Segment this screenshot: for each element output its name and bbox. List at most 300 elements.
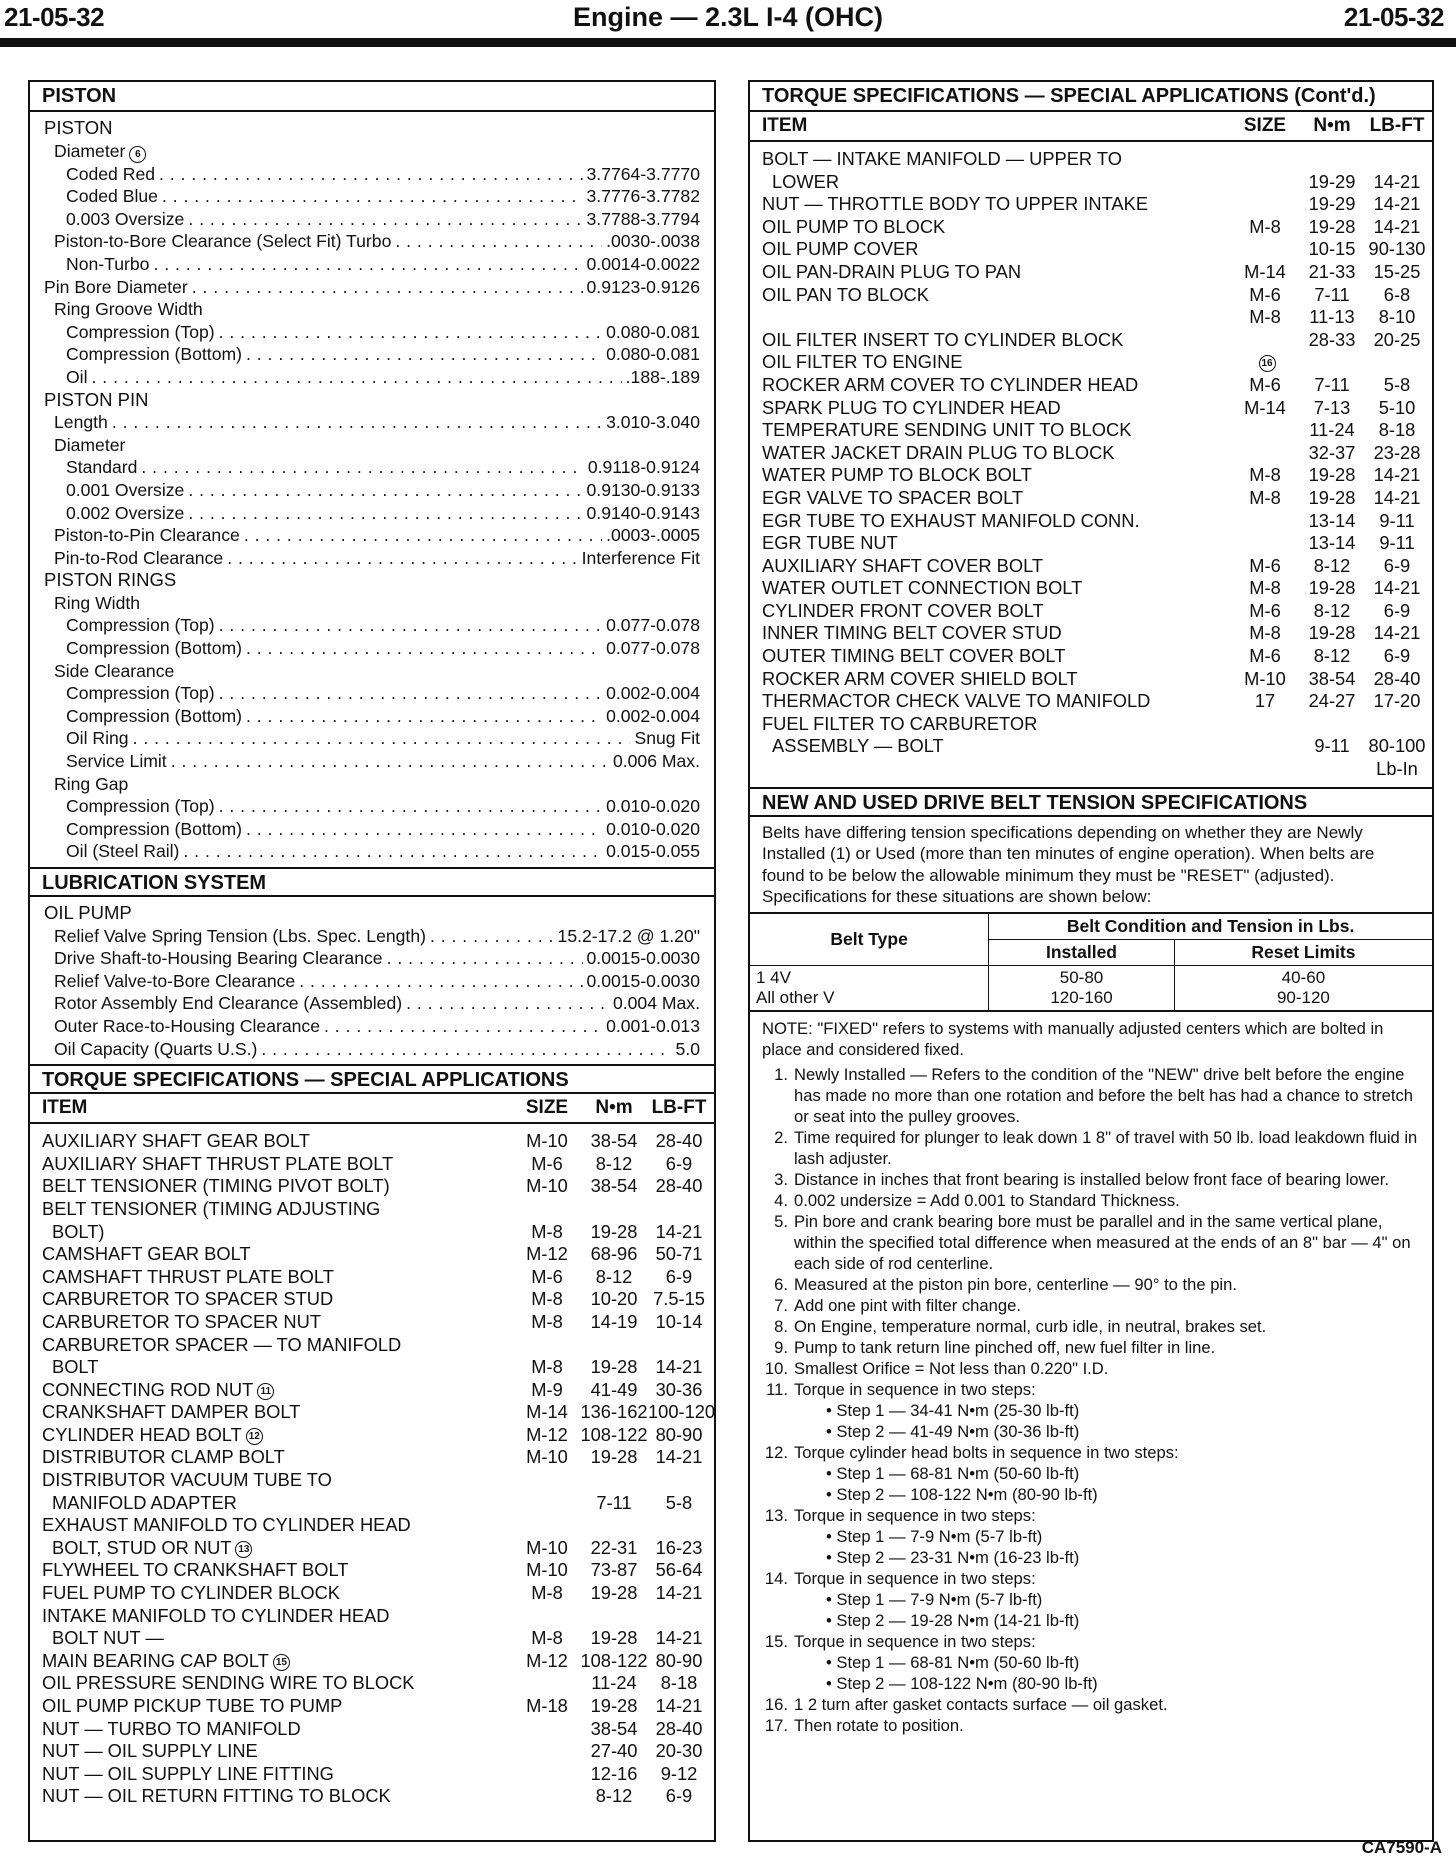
torque-item <box>762 645 1232 668</box>
dot-leader <box>171 750 609 773</box>
torque-lbft: 14-21 <box>655 1582 703 1604</box>
dot-leader <box>395 230 602 253</box>
note-item <box>762 1379 1422 1442</box>
table-row <box>30 1627 714 1650</box>
torque-size <box>1232 713 1298 736</box>
torque-lbft: 14-21 <box>1373 577 1421 599</box>
torque-item-text: BOLT) <box>52 1220 105 1242</box>
torque-lbft: 6-9 <box>665 1152 693 1174</box>
torque-item-text: NUT — OIL SUPPLY LINE <box>42 1740 258 1762</box>
spec-label: 0.002 Oversize <box>66 502 185 523</box>
dot-leader <box>430 925 554 948</box>
torque-item <box>762 555 1232 578</box>
page-title: Engine — 2.3L I-4 (OHC) <box>572 2 884 32</box>
spec-row <box>30 795 714 818</box>
torque-nm: 8-12 <box>595 1265 633 1287</box>
table-row <box>750 148 1432 171</box>
spec-label: Oil <box>66 366 88 387</box>
note-body <box>794 1316 1422 1337</box>
torque-nm <box>1298 758 1366 781</box>
torque-size: M-8 <box>1249 464 1281 486</box>
torque-item-text: WATER JACKET DRAIN PLUG TO BLOCK <box>762 441 1115 463</box>
note-text: Torque in sequence in two steps: <box>794 1632 1036 1651</box>
spec-row <box>30 343 714 366</box>
note-text: Torque in sequence in two steps: <box>794 1380 1036 1399</box>
spec-row <box>30 524 714 547</box>
figure-code: CA7590-A <box>1361 1838 1442 1857</box>
spec-label: OIL PUMP <box>44 902 132 923</box>
torque-item-text: CAMSHAFT THRUST PLATE BOLT <box>42 1265 334 1287</box>
belt-type: All other V <box>756 988 835 1007</box>
dot-leader <box>244 524 602 547</box>
spec-label: Compression (Bottom) <box>66 638 242 659</box>
col-item: ITEM <box>42 1097 88 1119</box>
torque-lbft: 14-21 <box>1373 170 1421 192</box>
note-item <box>762 1358 1422 1379</box>
torque-item-text: OIL PUMP PICKUP TUBE TO PUMP <box>42 1695 343 1716</box>
torque-nm <box>580 1198 648 1221</box>
torque-lbft: Lb-In <box>1376 758 1418 780</box>
table-row <box>750 284 1432 307</box>
torque-item <box>42 1266 514 1289</box>
belt-reset: 90-120 <box>1276 988 1330 1007</box>
torque-size <box>514 1672 580 1695</box>
dot-leader <box>112 411 602 434</box>
note-text: Torque in sequence in two steps: <box>794 1569 1036 1588</box>
spec-label: Pin-to-Rod Clearance <box>54 547 224 568</box>
torque-item <box>762 306 1232 329</box>
torque-size: M-10 <box>1244 667 1286 689</box>
spec-label: PISTON RINGS <box>44 569 177 591</box>
torque-lbft: 14-21 <box>1373 622 1421 644</box>
table-row <box>30 1288 714 1311</box>
dot-leader <box>324 1015 602 1038</box>
note-number: 3. <box>774 1170 788 1189</box>
torque-lbft: 16-23 <box>655 1536 703 1558</box>
torque-size: M-8 <box>1249 486 1281 508</box>
page-header <box>0 0 1456 46</box>
spec-value: 15.2-17.2 @ 1.20" <box>557 925 700 946</box>
note-text: On Engine, temperature normal, curb idle, in neutral, brakes set. <box>794 1317 1267 1336</box>
dot-leader <box>133 727 631 750</box>
torque-item <box>42 1130 514 1153</box>
spec-row <box>30 547 714 570</box>
torque-item <box>762 329 1232 352</box>
dot-leader <box>387 947 583 970</box>
torque-lbft <box>1366 148 1428 171</box>
table-row <box>30 1198 714 1221</box>
torque-nm: 11-24 <box>591 1672 637 1694</box>
torque-size: M-14 <box>1244 396 1286 418</box>
dot-leader <box>227 547 577 570</box>
torque-size: M-6 <box>531 1152 563 1174</box>
torque-size: M-10 <box>526 1130 568 1152</box>
torque-lbft: 9-11 <box>1379 509 1415 531</box>
table-row <box>750 442 1432 465</box>
table-row <box>750 690 1432 713</box>
torque-lbft <box>648 1469 710 1492</box>
spec-row <box>30 434 714 457</box>
table-row <box>750 510 1432 533</box>
table-row <box>30 1311 714 1334</box>
torque-nm: 8-12 <box>1313 645 1351 667</box>
torque-item <box>42 1559 514 1582</box>
torque-size: 17 <box>1254 690 1276 712</box>
page-number-left: 21-05-32 <box>4 2 105 32</box>
spec-value: .0003-.0005 <box>606 525 700 546</box>
torque-size: M-8 <box>1249 577 1281 599</box>
note-step: • Step 2 — 23-31 N•m (16-23 lb-ft) <box>826 1548 1080 1567</box>
torque-nm <box>580 1334 648 1357</box>
table-row <box>30 1356 714 1379</box>
torque-lbft: 20-25 <box>1373 328 1421 350</box>
torque-nm: 14-19 <box>590 1310 638 1332</box>
torque-size: M-8 <box>1249 306 1281 328</box>
note-text: 1 2 turn after gasket contacts surface — oil gasket. <box>794 1695 1168 1714</box>
torque-nm: 8-12 <box>595 1152 633 1174</box>
note-number: 11. <box>766 1380 788 1399</box>
spec-value: 3.7776-3.7782 <box>586 186 700 207</box>
note-number: 10. <box>764 1359 788 1378</box>
spec-row <box>30 253 714 276</box>
table-row <box>750 600 1432 623</box>
table-row <box>30 1221 714 1244</box>
table-row <box>30 1537 714 1560</box>
spec-row <box>30 140 714 163</box>
torque-size <box>514 1718 580 1741</box>
torque-item-text: DISTRIBUTOR CLAMP BOLT <box>42 1446 285 1468</box>
note-body <box>794 1505 1422 1568</box>
note-text: Pump to tank return line pinched off, new fuel filter in line. <box>794 1338 1216 1357</box>
footnote-marker: 6 <box>129 146 146 163</box>
torque-item <box>42 1311 514 1334</box>
dot-leader <box>162 185 583 208</box>
torque-nm: 19-28 <box>1308 577 1356 599</box>
torque-item-text: ROCKER ARM COVER TO CYLINDER HEAD <box>762 373 1139 395</box>
table-row <box>30 1334 714 1357</box>
torque-item-text: BELT TENSIONER (TIMING ADJUSTING <box>42 1197 381 1219</box>
torque-nm: 10-15 <box>1308 238 1356 260</box>
torque-item <box>762 600 1232 623</box>
torque-item-text: CONNECTING ROD NUT <box>42 1378 254 1400</box>
torque-right-header <box>750 112 1432 142</box>
torque-lbft: 17-20 <box>1373 690 1421 712</box>
torque-lbft: 14-21 <box>655 1446 703 1468</box>
torque-size: M-8 <box>1249 215 1281 237</box>
note-text: 0.002 undersize = Add 0.001 to Standard Thickness. <box>794 1191 1180 1210</box>
spec-row <box>30 947 714 970</box>
torque-size: M-8 <box>531 1310 563 1332</box>
spec-row <box>30 389 714 412</box>
torque-lbft: 6-8 <box>1383 283 1411 305</box>
note-body <box>794 1379 1422 1442</box>
table-row <box>750 555 1432 578</box>
spec-row <box>30 456 714 479</box>
note-item <box>762 1274 1422 1295</box>
torque-lbft: 23-28 <box>1373 441 1421 463</box>
table-row <box>750 645 1432 668</box>
spec-label: Ring Groove Width <box>54 299 203 320</box>
torque-size: M-10 <box>526 1175 568 1197</box>
torque-right-table <box>750 142 1432 787</box>
torque-item-text: CRANKSHAFT DAMPER BOLT <box>42 1401 301 1423</box>
table-row <box>750 622 1432 645</box>
spec-value: 0.001-0.013 <box>606 1015 700 1036</box>
spec-row <box>30 637 714 660</box>
dot-leader <box>141 456 583 479</box>
torque-lbft: 8-18 <box>1378 419 1416 441</box>
torque-lbft: 5-8 <box>1383 373 1411 395</box>
spec-label: PISTON PIN <box>44 388 149 410</box>
spec-row <box>30 925 714 948</box>
torque-lbft: 50-71 <box>655 1243 703 1265</box>
note-item <box>762 1127 1422 1169</box>
torque-nm: 22-31 <box>590 1536 638 1558</box>
torque-size <box>514 1492 580 1515</box>
torque-item <box>42 1627 514 1650</box>
table-row <box>30 1266 714 1289</box>
torque-item <box>762 216 1232 239</box>
torque-item-text: EGR TUBE NUT <box>762 532 898 554</box>
spec-label: Ring Gap <box>54 773 129 794</box>
footnote-marker: 12 <box>246 1428 263 1445</box>
dot-leader <box>92 366 622 389</box>
belt-installed: 50-80 <box>1059 968 1104 987</box>
torque-item-text: AUXILIARY SHAFT COVER BOLT <box>762 554 1044 576</box>
table-row <box>30 1446 714 1469</box>
header-rule <box>0 38 1456 47</box>
piston-section-title: PISTON <box>30 82 714 112</box>
torque-lbft: 6-9 <box>1383 645 1411 667</box>
spec-label: Compression (Bottom) <box>66 705 242 726</box>
torque-item-text: TEMPERATURE SENDING UNIT TO BLOCK <box>762 419 1132 441</box>
note-number: 15. <box>764 1632 788 1651</box>
torque-size: M-6 <box>1249 645 1281 667</box>
notes-lead: NOTE: "FIXED" refers to systems with manually adjusted centers which are bolted in place and considered fixed. <box>762 1019 1384 1059</box>
spec-label: Service Limit <box>66 751 167 772</box>
torque-size: M-12 <box>526 1649 568 1671</box>
torque-item <box>762 442 1232 465</box>
torque-lbft: 56-64 <box>655 1559 703 1581</box>
torque-item <box>762 464 1232 487</box>
spec-value: 0.077-0.078 <box>606 638 700 659</box>
table-row <box>30 1672 714 1695</box>
torque-lbft: 14-21 <box>655 1220 703 1242</box>
note-number: 16. <box>764 1695 788 1714</box>
torque-left-header <box>30 1094 714 1124</box>
torque-item-text: EGR VALVE TO SPACER BOLT <box>762 486 1024 508</box>
belt-installed: 120-160 <box>1050 988 1113 1007</box>
spec-row <box>30 818 714 841</box>
torque-item <box>42 1672 514 1695</box>
torque-lbft: 10-14 <box>655 1310 703 1332</box>
spec-value: .0030-.0038 <box>606 231 700 252</box>
torque-item-text: CYLINDER HEAD BOLT <box>42 1423 242 1445</box>
torque-item <box>762 397 1232 420</box>
notes-list <box>762 1064 1422 1736</box>
dot-leader <box>188 208 582 231</box>
torque-item-text: AUXILIARY SHAFT THRUST PLATE BOLT <box>42 1152 394 1174</box>
torque-item-text: SPARK PLUG TO CYLINDER HEAD <box>762 396 1061 418</box>
note-body <box>794 1358 1422 1379</box>
note-step: • Step 1 — 7-9 N•m (5-7 lb-ft) <box>826 1527 1043 1546</box>
torque-size <box>1232 193 1298 216</box>
table-row <box>750 238 1432 261</box>
spec-row <box>30 569 714 592</box>
torque-lbft: 9-11 <box>1379 532 1415 554</box>
torque-size: M-10 <box>526 1559 568 1581</box>
torque-nm: 32-37 <box>1308 441 1356 463</box>
note-text: Pin bore and crank bearing bore must be parallel and in the same vertical plane, within the specified total difference when measured at the ends of an 8" bar — 4" on each side of rod centerline. <box>794 1212 1411 1273</box>
dot-leader <box>246 705 602 728</box>
torque-lbft: 9-12 <box>660 1762 698 1784</box>
spec-value: 0.9140-0.9143 <box>586 502 700 523</box>
col-lbft: LB-FT <box>651 1097 707 1119</box>
note-text: Newly Installed — Refers to the condition of the "NEW" drive belt before the engine has made no more than one rotation and before the belt has had a chance to stretch or seat into the pulley grooves. <box>794 1065 1413 1126</box>
page-number-right: 21-05-32 <box>1343 2 1444 32</box>
spec-label: Length <box>54 412 108 433</box>
spec-label: Compression (Bottom) <box>66 344 242 365</box>
spec-label: 0.003 Oversize <box>66 208 185 229</box>
spec-label: Oil Capacity (Quarts U.S.) <box>54 1038 258 1059</box>
table-row <box>750 758 1432 781</box>
torque-nm: 7-11 <box>596 1491 632 1513</box>
torque-lbft <box>1366 351 1428 374</box>
spec-row <box>30 705 714 728</box>
torque-item-text: OIL FILTER TO ENGINE <box>762 351 963 373</box>
torque-lbft: 14-21 <box>655 1695 703 1716</box>
table-row <box>30 1175 714 1198</box>
spec-row <box>30 773 714 796</box>
note-body <box>794 1694 1422 1715</box>
table-row <box>750 464 1432 487</box>
spec-label: Ring Width <box>54 592 141 613</box>
note-item <box>762 1190 1422 1211</box>
torque-nm: 19-28 <box>1308 486 1356 508</box>
belt-reset: 40-60 <box>1281 968 1326 987</box>
torque-item <box>762 148 1232 171</box>
torque-item <box>42 1198 514 1221</box>
spec-row <box>30 1015 714 1038</box>
belt-tension-table <box>750 914 1432 1010</box>
torque-lbft: 14-21 <box>1373 486 1421 508</box>
col-lbft: LB-FT <box>1369 115 1425 136</box>
torque-size <box>514 1514 580 1537</box>
torque-size <box>1232 758 1298 781</box>
torque-item <box>762 668 1232 691</box>
spec-value: 0.010-0.020 <box>606 796 700 817</box>
footnote-marker: 11 <box>257 1383 274 1400</box>
table-row <box>30 1763 714 1786</box>
torque-nm: 7-13 <box>1313 396 1351 418</box>
spec-row <box>30 614 714 637</box>
note-number: 14. <box>764 1569 788 1588</box>
table-row <box>30 1605 714 1628</box>
spec-value: 0.9130-0.9133 <box>586 479 700 500</box>
note-text: Smallest Orifice = Not less than 0.220" I.D. <box>794 1359 1109 1378</box>
dot-leader <box>219 614 602 637</box>
torque-item <box>42 1288 514 1311</box>
torque-size <box>1232 510 1298 533</box>
belt-section-title: NEW AND USED DRIVE BELT TENSION SPECIFICATIONS <box>750 787 1432 817</box>
torque-item <box>42 1379 514 1402</box>
torque-nm: 28-33 <box>1308 328 1356 350</box>
dot-leader <box>219 321 602 344</box>
spec-value: Snug Fit <box>634 728 700 749</box>
note-item <box>762 1064 1422 1127</box>
dot-leader <box>299 970 582 993</box>
torque-item-text: NUT — TURBO TO MANIFOLD <box>42 1717 301 1739</box>
torque-item <box>762 238 1232 261</box>
spec-label: Relief Valve-to-Bore Clearance <box>54 970 296 991</box>
note-body <box>794 1631 1422 1694</box>
torque-nm: 19-28 <box>590 1446 638 1468</box>
torque-right-title: TORQUE SPECIFICATIONS — SPECIAL APPLICATIONS (Cont'd.) <box>750 82 1432 112</box>
torque-item <box>762 690 1232 713</box>
torque-item <box>42 1334 514 1357</box>
belt-row <box>750 966 1432 1011</box>
torque-item <box>762 487 1232 510</box>
spec-row <box>30 479 714 502</box>
torque-item <box>42 1153 514 1176</box>
note-body <box>794 1295 1422 1316</box>
dot-leader <box>183 840 602 863</box>
note-text: Then rotate to position. <box>794 1716 964 1735</box>
right-column <box>748 80 1434 1842</box>
torque-item <box>42 1785 514 1808</box>
torque-lbft: 6-9 <box>1383 554 1411 576</box>
note-number: 12. <box>764 1443 788 1462</box>
spec-label: Compression (Top) <box>66 615 215 636</box>
spec-label: Relief Valve Spring Tension (Lbs. Spec. Length) <box>54 925 426 946</box>
spec-label: PISTON <box>44 117 113 138</box>
table-row <box>750 193 1432 216</box>
torque-item <box>42 1175 514 1198</box>
torque-nm <box>1298 351 1366 374</box>
spec-row <box>30 592 714 615</box>
table-row <box>30 1695 714 1718</box>
torque-item-text: OIL PAN TO BLOCK <box>762 283 929 305</box>
torque-item-text: BOLT, STUD OR NUT <box>52 1536 232 1558</box>
torque-item <box>42 1537 514 1560</box>
note-body <box>794 1568 1422 1631</box>
torque-lbft: 28-40 <box>655 1175 703 1197</box>
table-row <box>750 374 1432 397</box>
table-row <box>750 397 1432 420</box>
note-item <box>762 1337 1422 1358</box>
torque-size <box>1232 329 1298 352</box>
torque-lbft <box>648 1334 710 1357</box>
spec-row <box>30 902 714 925</box>
table-row <box>750 419 1432 442</box>
footnote-marker: 13 <box>235 1541 252 1558</box>
torque-lbft <box>648 1605 710 1628</box>
torque-nm: 19-28 <box>1308 215 1356 237</box>
spec-row <box>30 840 714 863</box>
torque-item <box>762 193 1232 216</box>
table-row <box>30 1379 714 1402</box>
spec-label: Compression (Top) <box>66 796 215 817</box>
note-number: 5. <box>774 1212 788 1231</box>
belt-condition-header: Belt Condition and Tension in Lbs. <box>989 914 1432 940</box>
torque-nm: 27-40 <box>590 1740 638 1762</box>
spec-value: 0.002-0.004 <box>606 705 700 726</box>
dot-leader <box>219 682 602 705</box>
spec-label: Outer Race-to-Housing Clearance <box>54 1015 320 1036</box>
torque-item-text: EXHAUST MANIFOLD TO CYLINDER HEAD <box>42 1514 411 1536</box>
spec-label: Coded Red <box>66 163 156 184</box>
note-text: Distance in inches that front bearing is installed below front face of bearing lower. <box>794 1170 1389 1189</box>
